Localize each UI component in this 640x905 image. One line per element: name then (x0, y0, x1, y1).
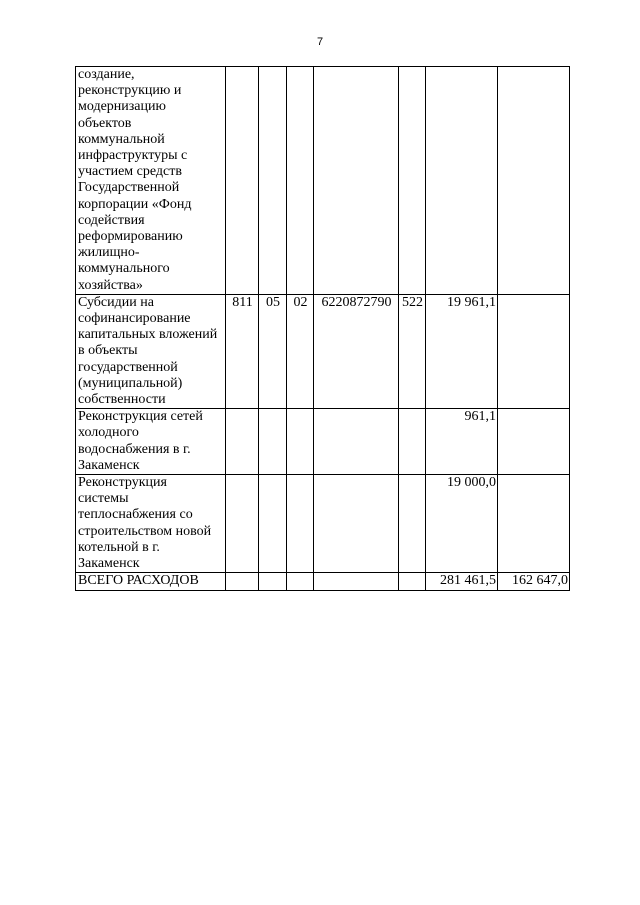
item-name-line: Государственной (78, 180, 180, 196)
item-name-line: строительством новой (78, 523, 212, 539)
amount-year2-cell (498, 294, 570, 408)
target-article-cell (314, 573, 399, 590)
section-code-cell (259, 475, 287, 573)
amount-year1-cell (426, 67, 498, 295)
item-name-line: Закаменск (78, 457, 140, 473)
subsection-code-cell (287, 409, 314, 475)
item-name-line: системы (78, 491, 129, 507)
subsection-code-cell (287, 573, 314, 590)
budget-table (75, 66, 570, 591)
item-name-line: реформированию (78, 229, 183, 245)
admin-code-cell (226, 573, 259, 590)
amount-year2-cell (498, 67, 570, 295)
subsection-code-cell (287, 67, 314, 295)
target-article-cell (314, 475, 399, 573)
target-article-cell (314, 409, 399, 475)
item-name-line: участием средств (78, 164, 182, 180)
item-name-line: Реконструкция сетей (78, 409, 203, 425)
amount-year2-cell (498, 475, 570, 573)
amount-year1-cell: 19 961,1 (426, 294, 498, 408)
section-code-cell (259, 573, 287, 590)
amount-year1-cell: 281 461,5 (426, 573, 498, 590)
item-name-line: котельной в г. (78, 539, 160, 555)
expense-type-cell (399, 67, 426, 295)
expense-type-cell (399, 573, 426, 590)
item-name-cell (76, 475, 226, 573)
amount-year1-cell: 19 000,0 (426, 475, 498, 573)
item-name-line: Закаменск (78, 556, 140, 572)
amount-year2-cell: 162 647,0 (498, 573, 570, 590)
item-name-line: модернизацию (78, 99, 166, 115)
section-code-cell: 05 (259, 294, 287, 408)
subsection-code-cell (287, 475, 314, 573)
item-name-line: реконструкцию и (78, 83, 182, 99)
admin-code-cell (226, 67, 259, 295)
item-name-line: государственной (78, 359, 178, 375)
table-row (76, 409, 570, 475)
item-name-line: создание, (78, 67, 135, 82)
subsection-code-cell: 02 (287, 294, 314, 408)
item-name-line: содействия (78, 212, 145, 228)
item-name-line: коммунального (78, 261, 170, 277)
item-name-line: софинансирование (78, 311, 191, 327)
table-row (76, 67, 570, 295)
amount-year1-cell: 961,1 (426, 409, 498, 475)
item-name-line: в объекты (78, 343, 138, 359)
item-name-line: Реконструкция (78, 475, 167, 491)
expense-type-cell (399, 475, 426, 573)
table-row (76, 475, 570, 573)
target-article-cell: 6220872790 (314, 294, 399, 408)
item-name-line: капитальных вложений (78, 327, 218, 343)
item-name-line: водоснабжения в г. (78, 441, 191, 457)
admin-code-cell (226, 475, 259, 573)
admin-code-cell: 811 (226, 294, 259, 408)
item-name-line: корпорации «Фонд (78, 196, 192, 212)
table-row (76, 294, 570, 408)
item-name-cell (76, 573, 226, 590)
item-name-cell (76, 409, 226, 475)
amount-year2-cell (498, 409, 570, 475)
item-name-line: теплоснабжения со (78, 507, 193, 523)
admin-code-cell (226, 409, 259, 475)
section-code-cell (259, 67, 287, 295)
item-name-line: (муниципальной) (78, 375, 183, 391)
expense-type-cell (399, 409, 426, 475)
item-name-line: жилищно- (78, 245, 140, 261)
item-name-cell (76, 294, 226, 408)
item-name-line: ВСЕГО РАСХОДОВ (78, 573, 199, 589)
expense-type-cell: 522 (399, 294, 426, 408)
table-row (76, 573, 570, 590)
item-name-line: коммунальной (78, 131, 165, 147)
item-name-line: хозяйства» (78, 277, 143, 293)
item-name-cell (76, 67, 226, 295)
page-number: 7 (316, 36, 324, 48)
item-name-line: Субсидии на (78, 294, 154, 310)
item-name-line: инфраструктуры с (78, 148, 188, 164)
item-name-line: холодного (78, 425, 139, 441)
item-name-line: объектов (78, 115, 132, 131)
target-article-cell (314, 67, 399, 295)
item-name-line: собственности (78, 392, 166, 408)
section-code-cell (259, 409, 287, 475)
